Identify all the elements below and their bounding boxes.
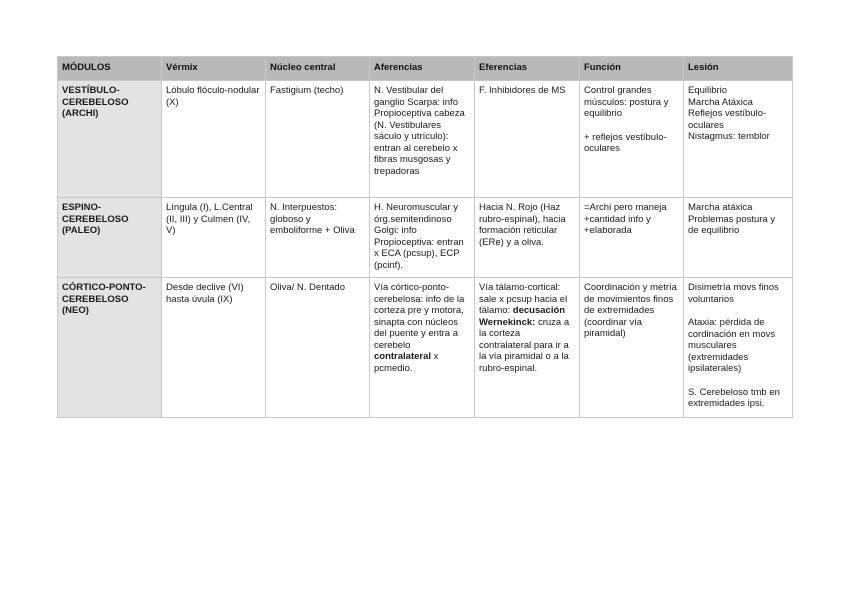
funcion-text-2: + reflejos vestíbulo-oculares — [584, 131, 667, 154]
cell-aferencias — [370, 278, 475, 418]
cell-lesion — [684, 278, 793, 418]
header-vermix: Vérmix — [162, 57, 266, 81]
cell-modulo: VESTÍBULO-CEREBELOSO (ARCHI) — [58, 81, 162, 198]
lesion-text-1: Disimetría movs finos voluntarios — [688, 282, 779, 305]
table-row-paleo — [58, 198, 793, 278]
cell-vermix: Lóbulo flóculo-nodular (X) — [162, 81, 266, 198]
header-modulos: MÓDULOS — [58, 57, 162, 81]
cerebellum-modules-table — [57, 56, 793, 418]
cell-funcion — [580, 81, 684, 198]
aferencias-text: Vía córtico-ponto-cerebelosa: info de la corteza pre y motora, sinapta con núcleos del puente y entra a cerebelo — [374, 282, 465, 351]
header-funcion: Función — [580, 57, 684, 81]
cell-nucleo: Oliva/ N. Dentado — [266, 278, 370, 418]
table-row-archi — [58, 81, 793, 198]
cell-funcion: Coordinación y metría de movimientos finos de extremidades (coordinar vía piramidal) — [580, 278, 684, 418]
header-nucleo: Núcleo central — [266, 57, 370, 81]
eferencias-text-end: cruza a la corteza contralateral para ir a la vía piramidal o a la rubro-espinal. — [479, 316, 570, 374]
cell-lesion: Equilibrio Marcha Atáxica Reflejos vestíbulo-oculares Nistagmus: temblor — [684, 81, 793, 198]
aferencias-text-end: x pcmedio. — [374, 351, 439, 374]
lesion-text-2: Ataxia: pérdida de cordinación en movs musculares (extremidades ipsilaterales) — [688, 317, 776, 374]
cell-nucleo: N. Interpuestos: globoso y emboliforme + Oliva — [266, 198, 370, 278]
cell-nucleo: Fastigium (techo) — [266, 81, 370, 198]
cell-lesion: Marcha atáxica Problemas postura y de equilibrio — [684, 198, 793, 278]
cell-vermix: Desde declive (VI) hasta úvula (IX) — [162, 278, 266, 418]
header-eferencias: Eferencias — [475, 57, 580, 81]
eferencias-emphasis: decusación Wernekinck: — [479, 305, 566, 328]
cell-vermix: Língula (I), L.Central (II, III) y Culmen (IV, V) — [162, 198, 266, 278]
aferencias-emphasis: contralateral — [374, 351, 432, 362]
header-row — [58, 57, 793, 81]
cell-eferencias: F. Inhibidores de MS — [475, 81, 580, 198]
header-lesion: Lesión — [684, 57, 793, 81]
header-aferencias: Aferencias — [370, 57, 475, 81]
cell-aferencias: H. Neuromuscular y órg.semitendinoso Golgi: info Propioceptiva: entran x ECA (pcsup), ECP (pcinf). — [370, 198, 475, 278]
document-page — [57, 56, 793, 418]
funcion-text-1: Control grandes músculos: postura y equilibrio — [584, 85, 669, 119]
cell-modulo: CÓRTICO-PONTO-CEREBELOSO (NEO) — [58, 278, 162, 418]
eferencias-text: Vía tálamo-cortical: sale x pcsup hacia el tálamo: — [479, 282, 568, 316]
table-row-neo — [58, 278, 793, 418]
lesion-text-3: S. Cerebeloso tmb en extremidades ipsi. — [688, 386, 780, 409]
cell-eferencias: Hacia N. Rojo (Haz rubro-espinal), hacia formación reticular (ERe) y a oliva. — [475, 198, 580, 278]
cell-aferencias: N. Vestibular del ganglio Scarpa: info Propioceptiva cabeza (N. Vestibulares sáculo y utrículo): entran al cerebelo x fibras musgosas y trepadoras — [370, 81, 475, 198]
cell-modulo: ESPINO-CEREBELOSO (PALEO) — [58, 198, 162, 278]
cell-eferencias — [475, 278, 580, 418]
cell-funcion: =Archi pero maneja +cantidad info y +elaborada — [580, 198, 684, 278]
